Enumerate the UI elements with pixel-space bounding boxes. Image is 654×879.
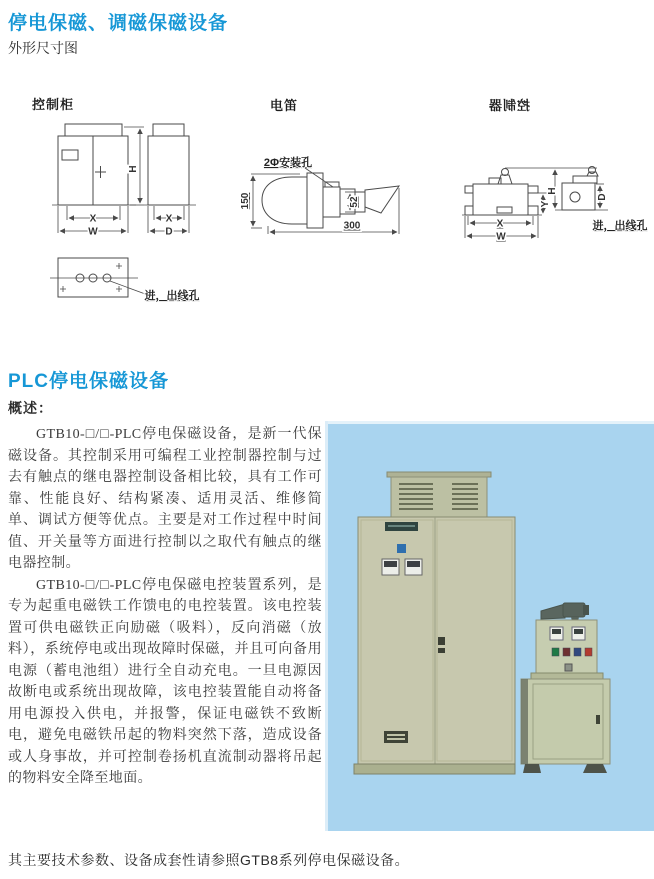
dim-label-d: D — [165, 226, 173, 238]
controller-front-view — [462, 168, 597, 243]
dim-label-ctrl-d: D — [597, 193, 608, 201]
dim-label-ctrl-h: H — [547, 187, 558, 195]
controller-wire-holes-label: 进，出线孔 — [592, 220, 648, 232]
horn-drawing — [240, 155, 399, 234]
dim-label-ctrl-y: Y — [540, 200, 551, 208]
dim-label-h: H — [128, 165, 139, 173]
description-paragraph-1: GTB10-□/□-PLC停电保磁设备，是新一代保磁设备。其控制采用可编程工业控制器控制与过去有触点的继电器控制设备相比较，具有工作可靠、性能良好、结构紧凑、适用灵活、维修简单、调试方便等优点。主要是对工作过程中时间值、开关量等方面进行控制以之取代有触点的继电器控制。 — [8, 427, 322, 571]
cabinet-base-plan — [50, 258, 200, 302]
overview-label: 概述： — [8, 400, 53, 416]
dim-label-w: W — [88, 226, 98, 238]
horn-mount-hole-label: 2Φ安装孔 — [263, 157, 313, 169]
description-paragraph-2: GTB10-□/□-PLC停电保磁电控装置系列，是专为起重电磁铁工作馈电的电控装置。该电控装置可供电磁铁正向励磁（吸料），反向消磁（放料），系统停电或出现故障时保磁，并且可向备用电源（蓄电池组）进行全自动充电。一旦电源因故断电或系统出现故障，该电控装置能自动将备用电源投入供电，并报警，保证电磁铁不致断电，避免电磁铁吊起的物料突然下落，造成设备或人身事故，并可控制卷扬机直流制动器将吊起的物料安全降至地面。 — [8, 577, 322, 786]
dim-label-300: 300 — [343, 220, 361, 232]
cabinet-diagram-label: 控制柜 — [32, 97, 75, 112]
cabinet-front-dimensions — [58, 127, 144, 238]
cabinet-wire-holes-label: 进，出线孔 — [144, 290, 200, 302]
dim-label-52: 52 — [349, 196, 360, 208]
outline-dimension-subtitle: 外形尺寸图 — [8, 40, 78, 56]
dim-label-x-side: X — [165, 213, 173, 225]
controller-side-view — [555, 167, 648, 233]
controller-diagram-label: 控制器 — [488, 98, 531, 113]
dim-label-x-front: X — [89, 213, 97, 225]
horn-diagram-label: 电笛 — [270, 98, 299, 113]
footer-note: 其主要技术参数、设备成套性请参照GTB8系列停电保磁设备。 — [8, 852, 410, 868]
dim-label-ctrl-w: W — [496, 231, 506, 243]
photo-large-cabinet — [354, 472, 515, 774]
outline-dimension-drawings — [0, 110, 654, 320]
dim-label-ctrl-x: X — [496, 218, 504, 230]
description-text — [8, 424, 322, 790]
product-photo — [325, 421, 654, 831]
dim-label-150: 150 — [240, 192, 251, 210]
cabinet-side-view — [144, 124, 196, 238]
plc-section-title: PLC停电保磁设备 — [8, 371, 170, 392]
page-title: 停电保磁、调磁保磁设备 — [8, 13, 229, 34]
cabinet-front-view — [52, 124, 136, 205]
